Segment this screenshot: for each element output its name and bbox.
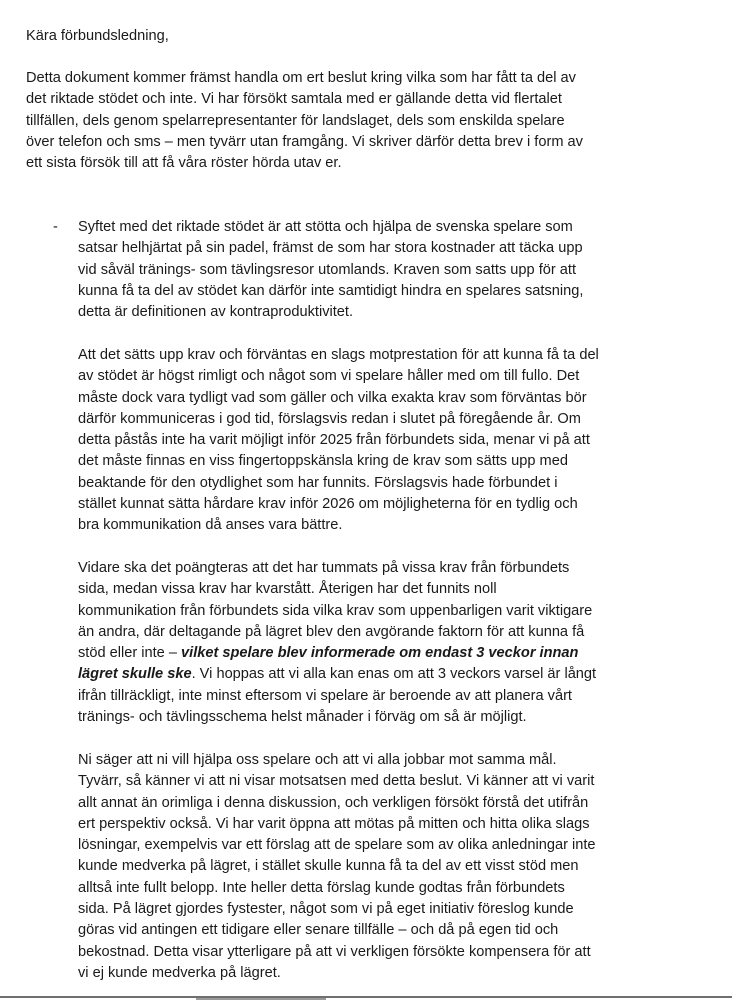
bullet-paragraph-purpose: Syftet med det riktade stödet är att stötta och hjälpa de svenska spelare som satsar helhjärtat på sin padel, främst de som har stora kostnader att täcka upp vid såväl tränings- som tävlingsresor utomlands. Kraven som satts upp för att kunna få ta del av stödet kan därför inte samtidigt hindra en spelares satsning, detta är definitionen av kontraproduktivitet. bbox=[78, 219, 584, 321]
intro-paragraph: Detta dokument kommer främst handla om ert beslut kring vilka som har fått ta del av det riktade stödet och inte. Vi har försökt samtala med er gällande detta vid flertalet tillfällen, dels genom spelarrepresentanter för landslaget, dels som enskilda spelare över telefon och sms – men tyvärr utan framgång. Vi skriver därför detta brev i form av ett sista försök till att få våra röster hörda utav er. bbox=[26, 70, 583, 172]
bullet-marker: - bbox=[53, 219, 58, 235]
bullet-paragraph-requirements: Att det sätts upp krav och förväntas en slags motprestation för att kunna få ta del av stödet är högst rimligt och något som vi spelare håller med om till fullo. Det måste dock vara tydligt vad som gäller och vilka exakta krav som förväntas bör därför kommuniceras i god tid, förslagsvis redan i slutet på föregående år. Om detta påstås inte ha varit möjligt inför 2025 från förbundets sida, menar vi på att det måste finnas en viss fingertoppskänsla kring de krav som sätts upp med beaktande för den otydlighet som har funnits. Förslagsvis hade förbundet i stället kunnat sätta hårdare krav inför 2026 om möjligheterna för en tydlig och bra kommunikation då anses vara bättre. bbox=[78, 347, 599, 534]
communication-text-before: Vidare ska det poängteras att det har tummats på vissa krav från förbundets sida, medan vissa krav har kvarstått. Återigen har det funnits noll kommunikation från förbundets sida vilka krav som uppenbarligen varit viktigare än andra, där deltagande på lägret blev den avgörande faktorn för att kunna få stöd eller inte – bbox=[78, 560, 593, 662]
bullet-paragraph-goals: Ni säger att ni vill hjälpa oss spelare och att vi alla jobbar mot samma mål. Tyvärr, så känner vi att ni visar motsatsen med detta beslut. Vi känner att vi varit allt annat än orimliga i denna diskussion, och verkligen försökt förstå det utifrån ert perspektiv också. Vi har varit öppna att mötas på mitten och hitta olika slags lösningar, exempelvis var ett förslag att de spelare som av olika anledningar inte kunde medverka på lägret, i stället skulle kunna få ta del av ett visst stöd men alltså inte fullt belopp. Inte heller detta förslag kunde godtas från förbundets sida. På lägret gjordes fystester, något som vi på eget initiativ föreslog kunde göras vid antingen ett tidigare eller senare tillfälle – och då på egen tid och bekostnad. Detta visar ytterligare på att vi verkligen försökte kompensera för att vi ej kunde medverka på lägret. bbox=[78, 752, 596, 981]
bullet-paragraph-communication bbox=[78, 558, 698, 728]
communication-emphasis: vilket spelare blev informerade om endast 3 veckor innan lägret skulle ske bbox=[78, 645, 579, 683]
communication-text-after: . Vi hoppas att vi alla kan enas om att 3 veckors varsel är långt ifrån tillräckligt, inte minst eftersom vi spelare är beroende av att planera vårt tränings- och tävlingsschema helst månader i förväg om så är möjligt. bbox=[78, 666, 597, 726]
letter-greeting: Kära förbundsledning, bbox=[26, 28, 169, 44]
page-bottom-rule bbox=[0, 996, 732, 998]
